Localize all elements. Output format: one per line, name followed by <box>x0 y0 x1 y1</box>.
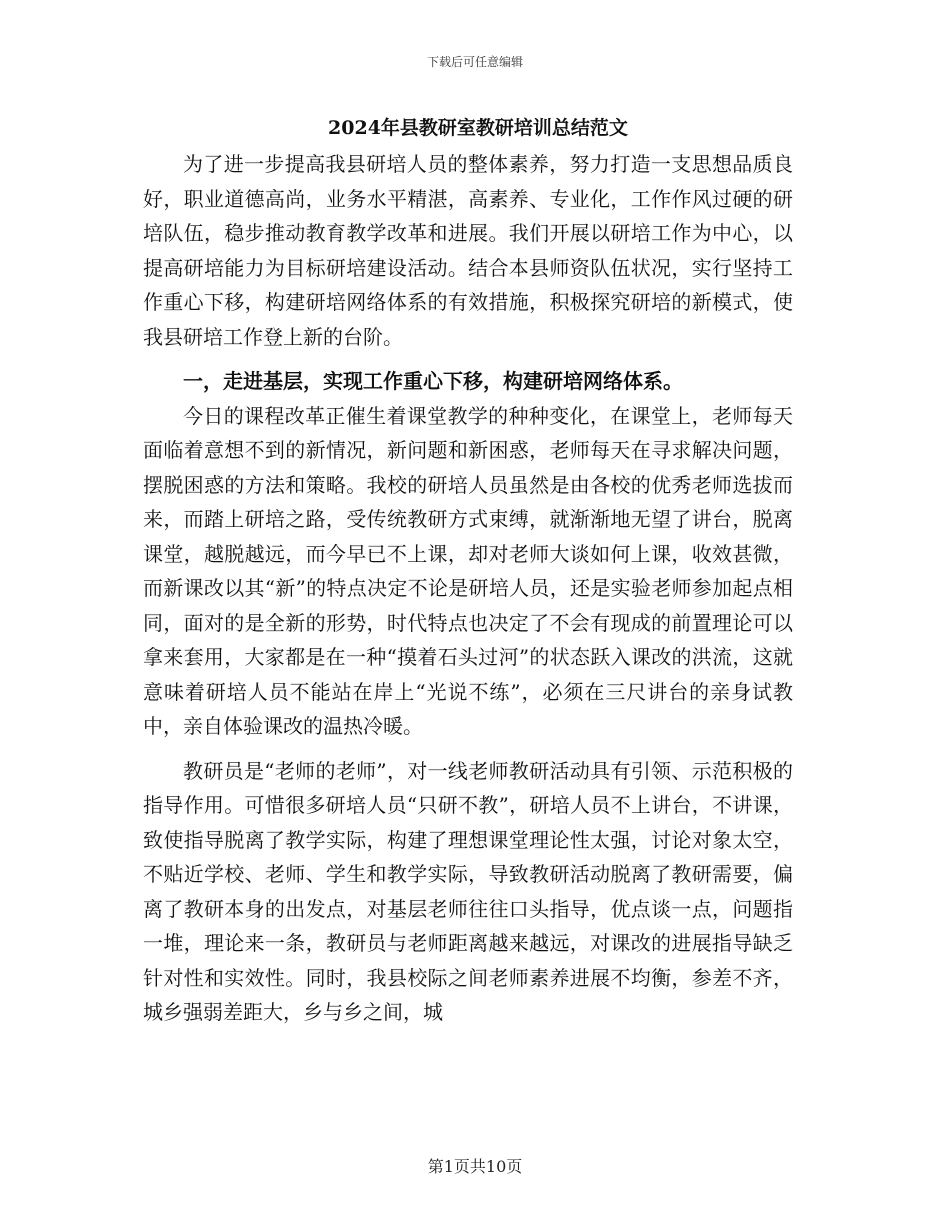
section-heading-1: 一，走进基层，实现工作重心下移，构建研培网络体系。 <box>183 369 683 393</box>
paragraph-teaching-researcher: 教研员是“老师的老师”，对一线老师教研活动具有引领、示范积极的指导作用。可惜很多研培人员“只研不教”，研培人员不上讲台，不讲课，致使指导脱离了教学实际，构建了理想课堂理论性太强，讨论对象太空，不贴近学校、老师、学生和教学实际，导致教研活动脱离了教研需要，偏离了教研本身的出发点，对基层老师往往口头指导，优点谈一点，问题指一堆，理论来一条，教研员与老师距离越来越远，对课改的进展指导缺乏针对性和实效性。同时，我县校际之间老师素养进展不均衡，参差不齐，城乡强弱差距大，乡与乡之间，城 <box>143 758 793 1024</box>
document-body <box>143 112 793 1040</box>
paragraph-intro: 为了进一步提高我县研培人员的整体素养，努力打造一支思想品质良好，职业道德高尚，业务水平精湛，高素养、专业化，工作作风过硬的研培队伍，稳步推动教育教学改革和进展。我们开展以研培工作为中心，以提高研培能力为目标研培建设活动。结合本县师资队伍状况，实行坚持工作重心下移，构建研培网络体系的有效措施，积极探究研培的新模式，使我县研培工作登上新的台阶。 <box>143 152 793 349</box>
paragraph-curriculum-reform: 今日的课程改革正催生着课堂教学的种种变化，在课堂上，老师每天面临着意想不到的新情况，新问题和新困惑，老师每天在寻求解决问题，摆脱困惑的方法和策略。我校的研培人员虽然是由各校的优秀老师选拔而来，而踏上研培之路，受传统教研方式束缚，就渐渐地无望了讲台，脱离课堂，越脱越远，而今早已不上课，却对老师大谈如何上课，收效甚微，而新课改以其“新”的特点决定不论是研培人员，还是实验老师参加起点相同，面对的是全新的形势，时代特点也决定了不会有现成的前置理论可以拿来套用，大家都是在一种“摸着石头过河”的状态跃入课改的洪流，这就意味着研培人员不能站在岸上“光说不练”，必须在三尺讲台的亲身试教中，亲自体验课改的温热冷暖。 <box>143 403 793 738</box>
page-number-footer: 第1页共10页 <box>427 1157 523 1176</box>
header-note: 下载后可任意编辑 <box>426 55 523 69</box>
document-title: 2024年县教研室教研培训总结范文 <box>328 117 628 139</box>
